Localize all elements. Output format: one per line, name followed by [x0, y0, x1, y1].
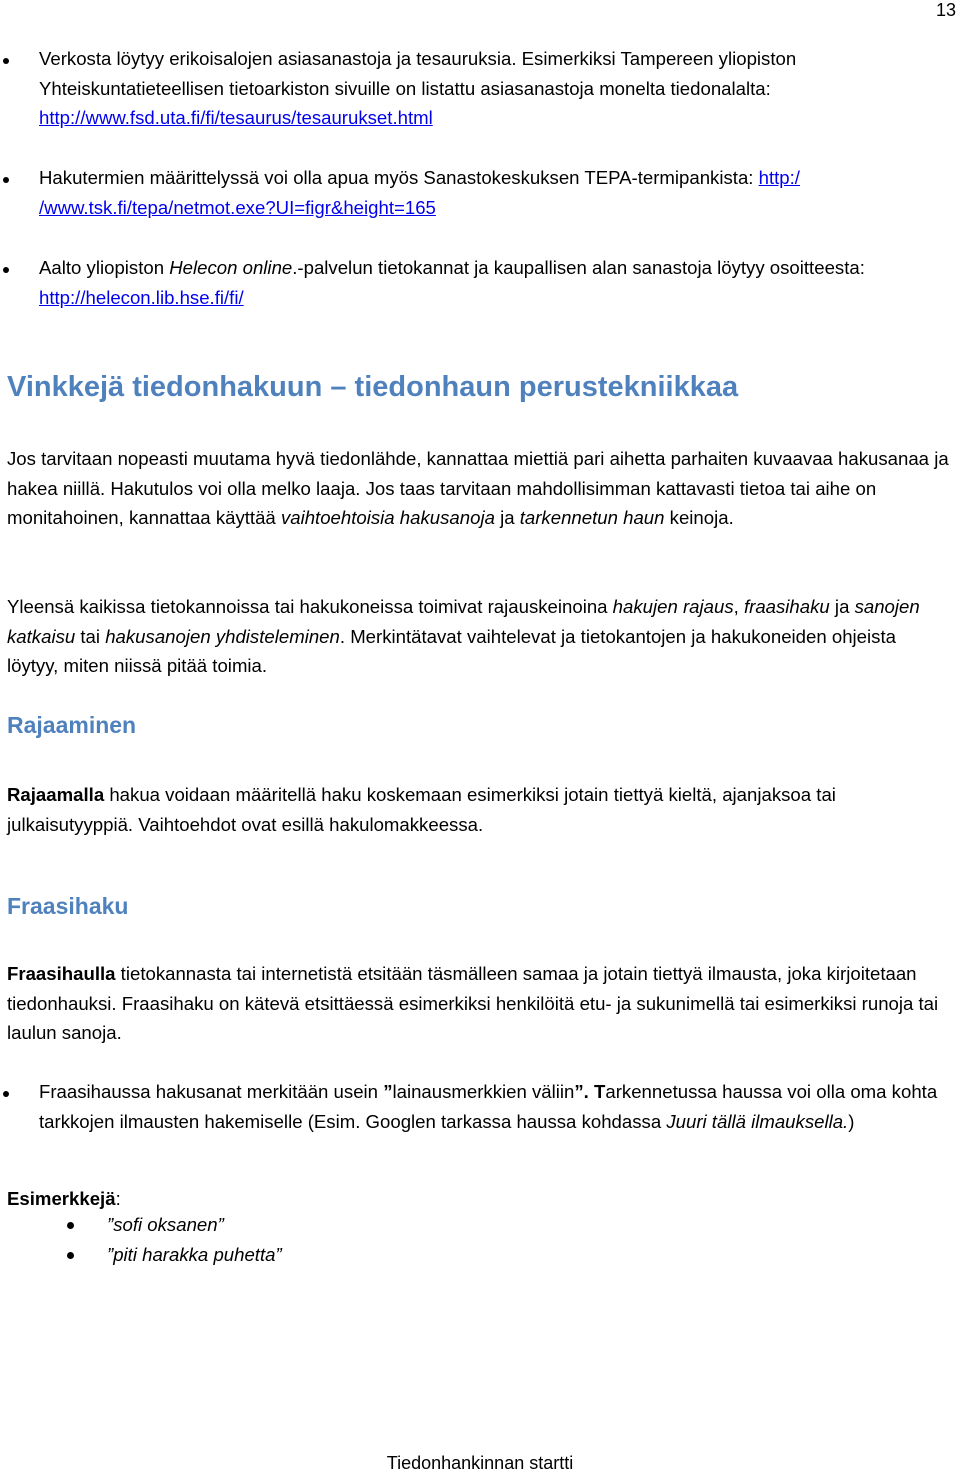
link-tepa[interactable]: http:/ /www.tsk.fi/tepa/netmot.exe?UI=figr&height=165: [39, 167, 800, 218]
example-text: ”piti harakka puhetta”: [107, 1244, 282, 1265]
list-item: [0, 44, 955, 133]
bullet-icon: [3, 267, 9, 273]
text: Yleensä kaikissa tietokannoissa tai hakukoneissa toimivat rajauskeinoina: [7, 596, 613, 617]
text-italic: tarkennetun haun: [519, 507, 665, 528]
paragraph: [7, 959, 952, 1048]
text: ja: [829, 596, 855, 617]
link-helecon[interactable]: http://helecon.lib.hse.fi/fi/: [39, 286, 244, 308]
bullet-text: Hakutermien määrittelyssä voi olla apua myös Sanastokeskuksen TEPA-termipankista:: [39, 167, 759, 188]
text: arkennetussa haussa voi olla oma kohta tarkkojen ilmausten hakemiselle (Esim. Googlen tarkassa haussa kohdassa: [39, 1081, 938, 1132]
bullet-icon: [67, 1252, 74, 1259]
list-item: [0, 253, 955, 312]
text: tietokannasta tai internetistä etsitään täsmälleen samaa ja jotain tiettyä ilmausta, joka kirjoitetaan tiedonhauksi. Fraasihaku on kätevä etsittäessä esimerkiksi henkilöitä etu- ja sukunimellä tai esimerkiksi runoja tai laulun sanoja.: [7, 963, 939, 1043]
text: hakua voidaan määritellä haku koskemaan esimerkiksi jotain tiettyä kieltä, ajanjaksoa tai julkaisutyyppiä. Vaihtoehdot ovat esillä hakulomakkeessa.: [7, 784, 836, 835]
text-italic: Juuri tällä ilmauksella.: [666, 1110, 849, 1132]
quote-mark: ”: [574, 1081, 584, 1102]
section-heading-vinkkeja: Vinkkejä tiedonhakuun – tiedonhaun perustekniikkaa: [7, 371, 739, 403]
bullet-icon: [3, 177, 9, 183]
text-italic: fraasihaku: [743, 596, 830, 617]
text: Fraasihaussa hakusanat merkitään usein: [39, 1081, 384, 1102]
text: ja: [494, 507, 520, 528]
bullet-icon: [3, 58, 9, 64]
text: ,: [733, 596, 744, 617]
bullet-text-italic: Helecon online: [169, 257, 293, 278]
paragraph: [7, 592, 952, 681]
text-bold: Rajaamalla: [7, 784, 105, 805]
text: lainausmerkkien väliin: [392, 1081, 575, 1102]
page-number: 13: [935, 0, 956, 20]
text-italic: vaihtoehtoisia hakusanoja: [280, 507, 495, 528]
list-item: [0, 163, 955, 222]
list-item: [67, 1240, 667, 1269]
bullet-text: Aalto yliopiston: [39, 257, 170, 278]
text-bold: Fraasihaulla: [7, 963, 116, 984]
text-italic: hakusanojen yhdisteleminen: [105, 625, 340, 647]
text-bold: T: [594, 1081, 606, 1102]
list-item: [67, 1210, 667, 1239]
paragraph: [7, 444, 952, 533]
section-heading-fraasihaku: Fraasihaku: [7, 893, 129, 919]
bullet-text: Verkosta löytyy erikoisalojen asiasanastoja ja tesauruksia. Esimerkiksi Tampereen yliopiston Yhteiskuntatieteellisen tietoarkiston sivuille on listattu asiasanastoja monelta tiedonalalta:: [39, 48, 797, 99]
page-footer: Tiedonhankinnan startti: [386, 1453, 574, 1473]
examples-label: Esimerkkejä: [7, 1188, 116, 1209]
text: :: [115, 1188, 121, 1209]
bullet-icon: [67, 1222, 74, 1229]
text: ): [848, 1110, 855, 1132]
bullet-icon: [3, 1091, 9, 1097]
text-italic: hakujen rajaus: [612, 596, 734, 617]
bullet-text: .-palvelun tietokannat ja kaupallisen alan sanastoja löytyy osoitteesta:: [292, 257, 865, 278]
text-italic: sanojen katkaisu: [7, 596, 920, 647]
example-text: ”sofi oksanen”: [107, 1214, 224, 1235]
paragraph: [7, 780, 952, 839]
text: tai: [75, 625, 106, 647]
link-fsd-tesaurus[interactable]: http://www.fsd.uta.fi/fi/tesaurus/tesaurukset.html: [39, 107, 433, 128]
quote-mark: ”: [383, 1081, 393, 1102]
text: keinoja.: [664, 507, 734, 528]
list-item: [0, 1077, 955, 1136]
text: . Merkintätavat vaihtelevat ja tietokantojen ja hakukoneiden ohjeista löytyy, miten niissä pitää toimia.: [7, 625, 896, 676]
text-bold: .: [583, 1081, 595, 1102]
text: Jos tarvitaan nopeasti muutama hyvä tiedonlähde, kannattaa miettiä pari aihetta parhaiten kuvaavaa hakusanaa ja hakea niillä. Hakutulos voi olla melko laaja. Jos taas tarvitaan mahdollisimman kattavasti tietoa tai aihe on monitahoinen, kannattaa käyttää: [7, 448, 949, 528]
section-heading-rajaaminen: Rajaaminen: [7, 712, 137, 738]
